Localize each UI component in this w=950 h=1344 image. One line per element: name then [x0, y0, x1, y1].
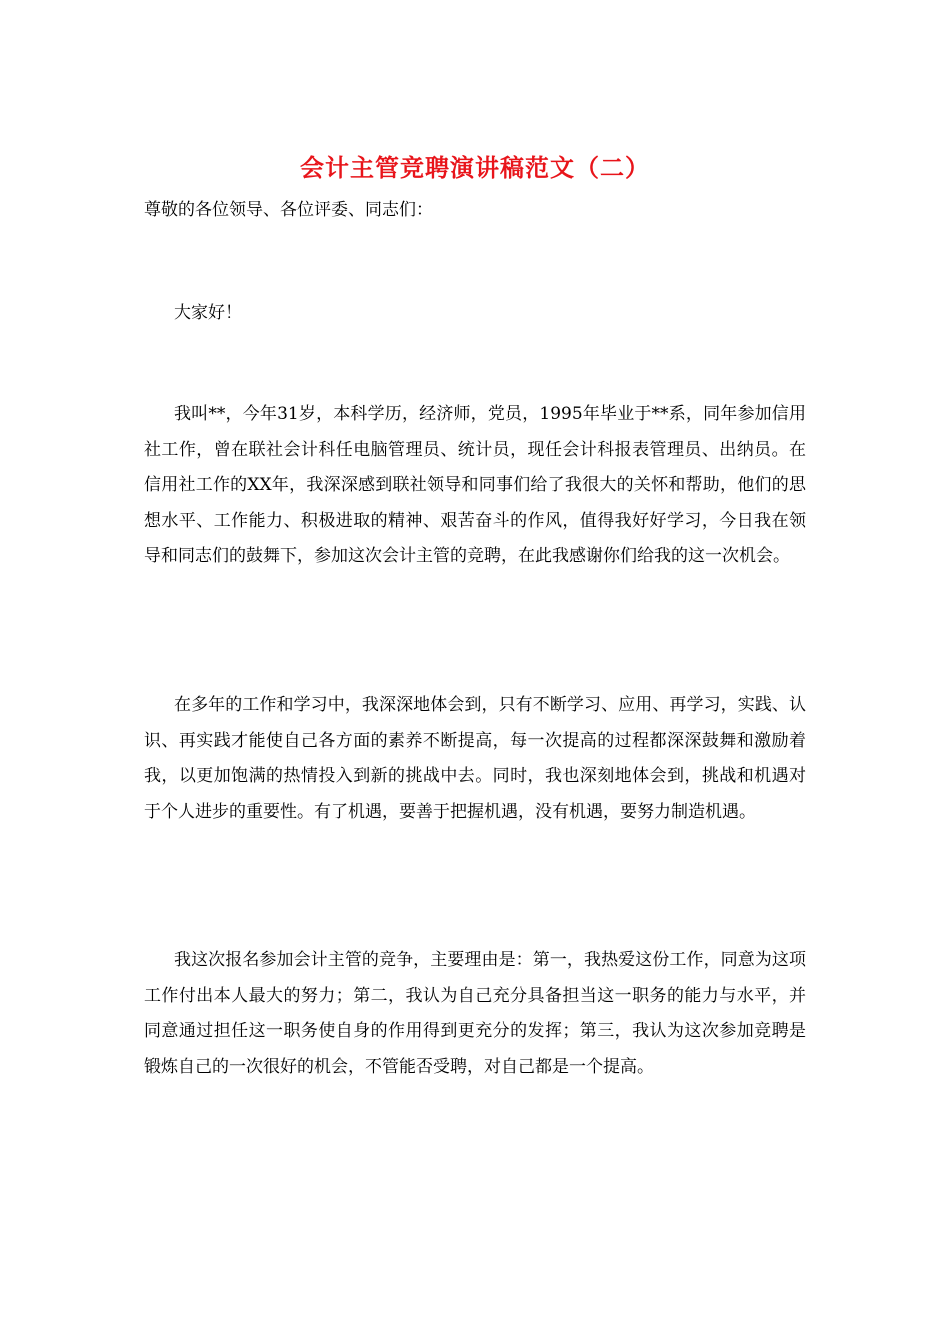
greeting: 大家好！	[174, 303, 242, 323]
paragraph-3: 我这次报名参加会计主管的竞争，主要理由是：第一，我热爱这份工作，同意为这项工作付出本人最大的努力；第二，我认为自己充分具备担当这一职务的能力与水平，并同意通过担任这一职务使自身的作用得到更充分的发挥；第三，我认为这次参加竞聘是锻炼自己的一次很好的机会，不管能否受聘，对自己都是一个提高。	[144, 950, 806, 1077]
paragraph-2: 在多年的工作和学习中，我深深地体会到，只有不断学习、应用、再学习，实践、认识、再实践才能使自己各方面的素养不断提高，每一次提高的过程都深深鼓舞和激励着我，以更加饱满的热情投入到新的挑战中去。同时，我也深刻地体会到，挑战和机遇对于个人进步的重要性。有了机遇，要善于把握机遇，没有机遇，要努力制造机遇。	[144, 695, 806, 822]
paragraph-1: 我叫**，今年31岁，本科学历，经济师，党员，1995年毕业于**系，同年参加信用社工作，曾在联社会计科任电脑管理员、统计员，现任会计科报表管理员、出纳员。在信用社工作的XX年，我深深感到联社领导和同事们给了我很大的关怀和帮助，他们的思想水平、工作能力、积极进取的精神、艰苦奋斗的作风，值得我好好学习，今日我在领导和同志们的鼓舞下，参加这次会计主管的竞聘，在此我感谢你们给我的这一次机会。	[144, 404, 806, 566]
document-title: 会计主管竞聘演讲稿范文（二）	[300, 153, 650, 182]
salutation: 尊敬的各位领导、各位评委、同志们：	[144, 200, 433, 220]
